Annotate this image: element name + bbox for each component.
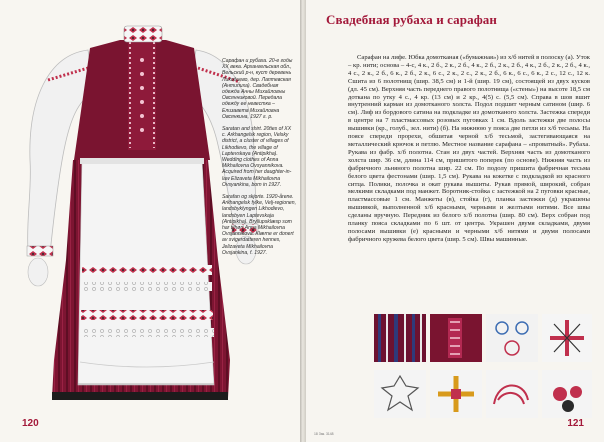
page-title: Свадебная рубаха и сарафан (326, 12, 497, 27)
swatch-b-bodice-embroidery (430, 314, 482, 362)
swatch-a-striped-fabric (374, 314, 426, 362)
caption-english: Saratan and shirt. 20ties of XX c. Arkhangelsk region, Velsky district, a cluster of villages of Likhodievo, the village of Laptevskaya (Antipikha). Wedding clothes of Anna Mikhailovna Ovsyannikova. Acquired from her daughter-in-law Elizaveta Mikhailovna Ovsyankina, born in 1927. (222, 126, 292, 188)
skirt-hem (52, 392, 228, 400)
detail-swatches (374, 314, 592, 418)
swatch-g-scroll (486, 370, 538, 418)
right-page (306, 0, 604, 442)
description-text: Сарафан на лифе. Юбка домотканая («бумажная») из х/б нитей в полоску (а). Уток – кр. нити; основа – 4-с, 4 к., 2 б., 2 к., 2 б., 4 к., 2 б., 2 к., 2 б., 4 к., 2 б., 2 к., 2 б., 4 к., 4 с., 2 к., 2 б., 6 к., 2 б., 2 к., 6 с., 2 к., 2 с., 2 к., 2 б., 6 к., 6 с., 6 к., 2 с., 12 с., 12 к. Сшита из 6 полотнищ (шир. 38,5 см) и 1-й (шир. 19 см), состоящей из двух кусков (дл. 45 см). Верхняя часть переднего правого полотнища («стены») на высоте 18,5 см доткана по утку 4 с., 4 кр. (13 см) и 2 кр., 4(5) с. (5,5 см). Справа в шов вшит внутренний карман из домотканого холста. Подол подшит черным сатином (шир. 6 см). Лиф из бордового сатина на подкладке из домотканого холста. Застежка спереди в центре на 7 пластмассовых розовых пуговках 1 см. Вдоль застежки две полосы вышивки (кр., голуб., зел. нити) (б). На нижнюю у пояса две петли из х/б тесьмы. На поясе спереди прорехи, обшитая черной х/б тесьмой, застегивающаяся на металлический крючок и петлю. Местное название сарафана – «проватный». Рубаха. Рукава из фабр. х/б полотна. Стан из двух частей. Верхняя часть из домоткaного холста шир. 36 см, длина 114 см, пришитого поперек (по основе). Нижняя часть из фабричного льняного полотна шир. 22 см. По подолу пришита фабричная тесьма белого цвета фестонами (шир. 1,5 см). Рукава на кокетке с подкладкой из красного ситца. Полики, полочка и окат рукава вышиты. Рукав прямой, широкий, собран мелкими складками под манжет. Воротник-стойка с застежкой на 2 пуговки красные, пластмассовые 1 см. Манжеты (в), стойка (г), планка застежки (д) украшены вышивкой, выполненной х/б красными, черными и желтыми нитями. Все швы сделаны вручную. Передник из белого х/б полотна (шир. 80 см). Верх собран под планку пояса складками по 6 шт. от центра. Украшен двумя складками, двумя полосами вышивки (е) красными и черными х/б нитями и двумя полосами фабричного кружева белого цвета (шир. 5 см). Швы машинные. (348, 54, 590, 243)
print-footnote: 18 Зак. 3148 (314, 432, 334, 436)
page-number-right: 121 (567, 418, 584, 429)
swatch-e-flower-motif (374, 370, 426, 418)
apron-lace-1 (82, 282, 212, 291)
left-cuff (27, 246, 53, 256)
apron-embroidery-2 (81, 310, 213, 320)
swatch-h-rose (542, 370, 592, 418)
swatch-d-cross-motif (542, 314, 592, 362)
swatch-c-pattern (486, 314, 538, 362)
shirt-collar (124, 26, 162, 42)
apron-embroidery-1 (82, 265, 212, 275)
caption-russian: Сарафан и рубаха. 20-е годы ХХ века. Архангельская обл., Вельский р-н, куст деревень Лиходиево, дер. Лаптевская (Антипиха). Свадебная одежда Анны Михайловны Овсянниковой. Передала одежду ее невестка – Елизавета Михайловна Овсянкина, 1927 г. р. (222, 58, 293, 120)
apron-lace-2 (80, 328, 214, 337)
page-number-left: 120 (22, 418, 39, 429)
figure-caption (222, 58, 296, 262)
caption-norwegian: Sarafan og skjorte. 1920-årene. Arkhangelsk fylke, Velj-regionen, landsbyklyngen Likhodievo, landsbyen Laptevskaja (Antipikha). Bryllupsklæsp som har tilhørt Anna Mikhailovna Ovsjannikova. Klærne er donert av svigerdatteren hennes, Jelizaveta Mikhailovna Ovsjankina, f. 1927. (222, 194, 296, 256)
left-page (0, 0, 300, 442)
swatch-f-gold-cross (430, 370, 482, 418)
